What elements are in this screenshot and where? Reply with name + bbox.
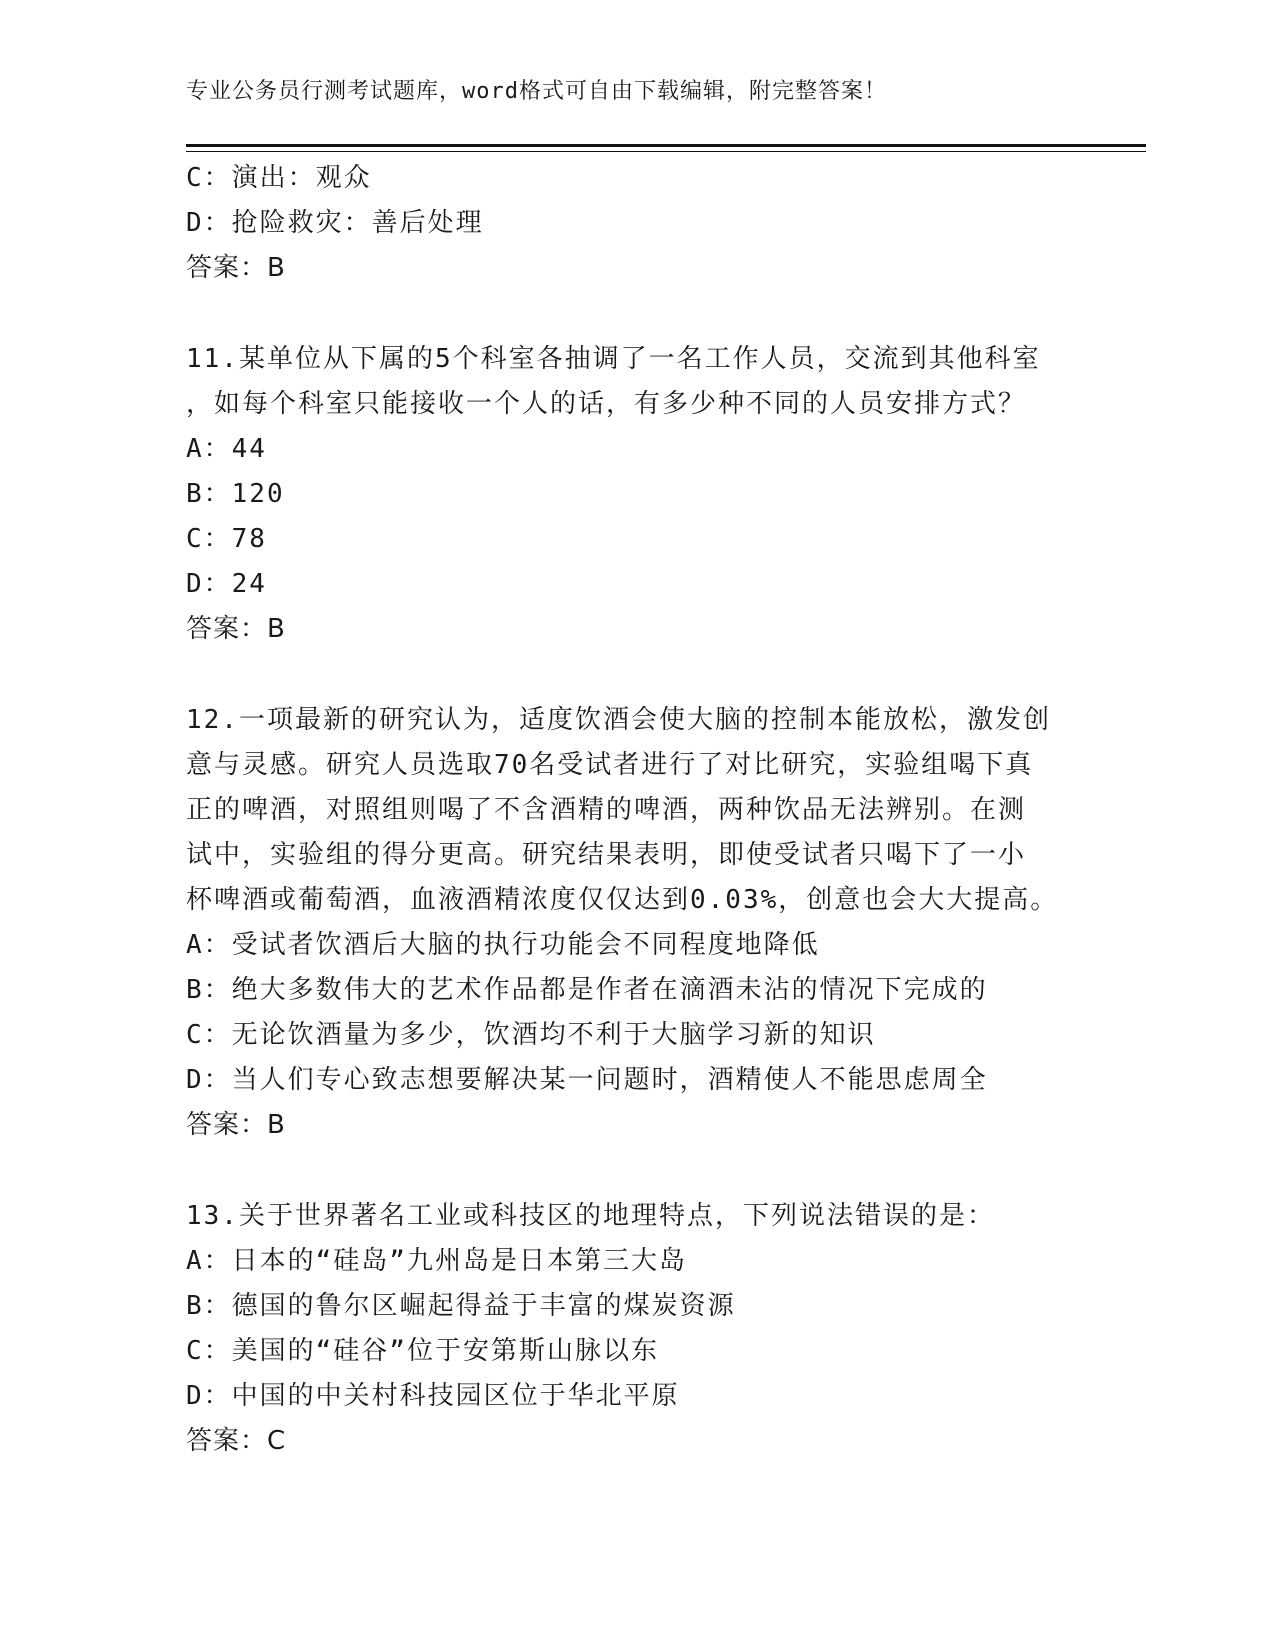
option-a: A：受试者饮酒后大脑的执行功能会不同程度地降低: [186, 930, 820, 960]
question-text-line: 13.关于世界著名工业或科技区的地理特点，下列说法错误的是：: [186, 1201, 995, 1231]
option-d: D：抢险救灾：善后处理: [186, 208, 484, 238]
question-text-line: 杯啤酒或葡萄酒，血液酒精浓度仅仅达到0.03%，创意也会大大提高。: [186, 885, 1059, 915]
spacer: [186, 291, 1086, 337]
spacer: [186, 1148, 1086, 1194]
option-b: B：绝大多数伟大的艺术作品都是作者在滴酒未沾的情况下完成的: [186, 975, 988, 1005]
question-text-line: 正的啤酒，对照组则喝了不含酒精的啤酒，两种饮品无法辨别。在测: [186, 795, 1027, 825]
question-11: [186, 337, 1086, 652]
header-rule-thin: [186, 151, 1146, 152]
answer: 答案：B: [186, 614, 286, 644]
answer: 答案：C: [186, 1426, 287, 1456]
option-b: B：120: [186, 479, 285, 509]
answer: 答案：B: [186, 1110, 286, 1140]
option-d: D：当人们专心致志想要解决某一问题时，酒精使人不能思虑周全: [186, 1065, 988, 1095]
question-10-tail: [186, 156, 1086, 291]
page-header: 专业公务员行测考试题库，word格式可自由下载编辑，附完整答案！: [186, 79, 887, 104]
option-c: C：无论饮酒量为多少，饮酒均不利于大脑学习新的知识: [186, 1020, 876, 1050]
question-text-line: 11.某单位从下属的5个科室各抽调了一名工作人员，交流到其他科室: [186, 344, 1041, 374]
question-12: [186, 698, 1086, 1148]
question-text-line: 意与灵感。研究人员选取70名受试者进行了对比研究，实验组喝下真: [186, 750, 1034, 780]
question-text-line: 12.一项最新的研究认为，适度饮酒会使大脑的控制本能放松，激发创: [186, 705, 1051, 735]
option-c: C：78: [186, 524, 267, 554]
option-a: A：44: [186, 434, 267, 464]
option-a: A：日本的“硅岛”九州岛是日本第三大岛: [186, 1246, 687, 1276]
option-d: D：24: [186, 569, 267, 599]
option-d: D：中国的中关村科技园区位于华北平原: [186, 1381, 680, 1411]
question-list: [186, 156, 1086, 1464]
spacer: [186, 652, 1086, 698]
option-b: B：德国的鲁尔区崛起得益于丰富的煤炭资源: [186, 1291, 736, 1321]
option-c: C：演出：观众: [186, 163, 372, 193]
answer: 答案：B: [186, 253, 286, 283]
header-rule-thick: [186, 144, 1146, 147]
option-c: C：美国的“硅谷”位于安第斯山脉以东: [186, 1336, 659, 1366]
question-text-line: ，如每个科室只能接收一个人的话，有多少种不同的人员安排方式？: [186, 389, 1027, 419]
question-13: [186, 1194, 1086, 1464]
question-text-line: 试中，实验组的得分更高。研究结果表明，即使受试者只喝下了一小: [186, 840, 1027, 870]
